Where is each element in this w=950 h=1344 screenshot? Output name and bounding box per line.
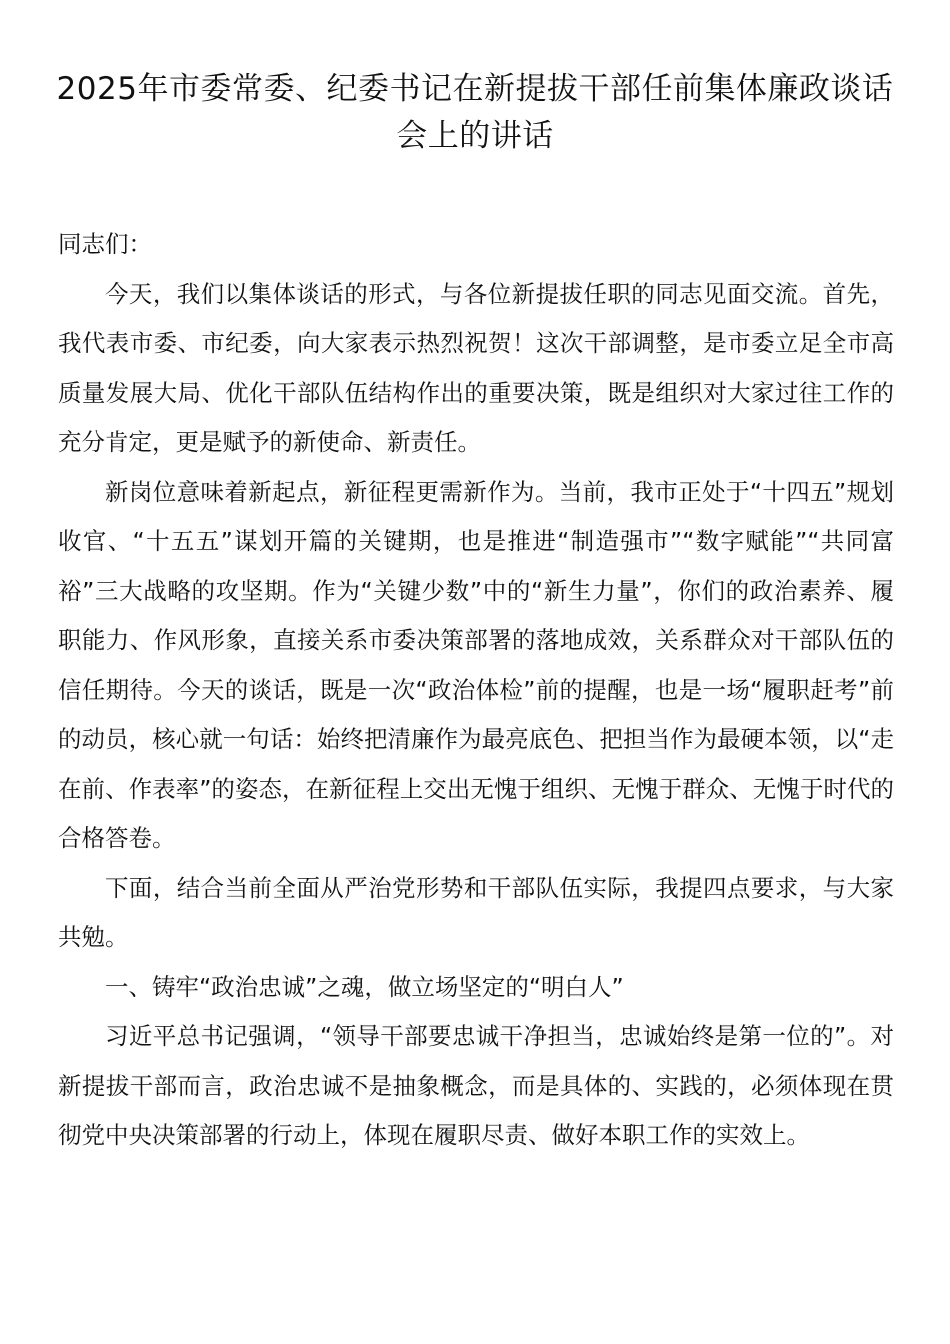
paragraph-3: 下面，结合当前全面从严治党形势和干部队伍实际，我提四点要求，与大家共勉。 [58,873,894,951]
document-body [58,220,894,1161]
document-title: 2025年市委常委、纪委书记在新提拔干部任前集体廉政谈话会上的讲话 [56,71,894,154]
paragraph-1: 今天，我们以集体谈话的形式，与各位新提拔任职的同志见面交流。首先，我代表市委、市纪委，向大家表示热烈祝贺！这次干部调整，是市委立足全市高质量发展大局、优化干部队伍结构作出的重要决策，既是组织对大家过往工作的充分肯定，更是赋予的新使命、新责任。 [58,279,894,456]
section-paragraph-1: 习近平总书记强调，“领导干部要忠诚干净担当，忠诚始终是第一位的”。对新提拔干部而言，政治忠诚不是抽象概念，而是具体的、实践的，必须体现在贯彻党中央决策部署的行动上，体现在履职尽责、做好本职工作的实效上。 [58,1022,894,1149]
section-heading-1: 一、铸牢“政治忠诚”之魂，做立场坚定的“明白人” [105,972,624,1001]
salutation: 同志们： [58,230,152,258]
paragraph-2: 新岗位意味着新起点，新征程更需新作为。当前，我市正处于“十四五”规划收官、“十五五”谋划开篇的关键期，也是推进“制造强市”“数字赋能”“共同富裕”三大战略的攻坚期。作为“关键少数”中的“新生力量”，你们的政治素养、履职能力、作风形象，直接关系市委决策部署的落地成效，关系群众对干部队伍的信任期待。今天的谈话，既是一次“政治体检”前的提醒，也是一场“履职赶考”前的动员，核心就一句话：始终把清廉作为最亮底色、把担当作为最硬本领，以“走在前、作表率”的姿态，在新征程上交出无愧于组织、无愧于群众、无愧于时代的合格答卷。 [58,477,894,852]
